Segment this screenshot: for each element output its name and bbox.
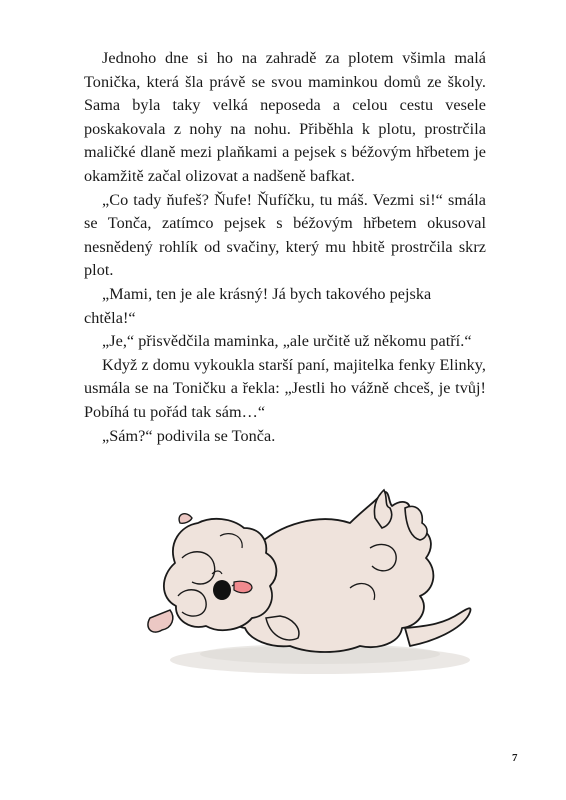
paragraph: „Co tady ňufeš? Ňufe! Ňufíčku, tu máš. Vezmi si!“ smála se Tonča, zatímco pejsek s béžovým hřbetem okusoval nesnědený rohlík od svačiny, který mu hbitě prostrčila skrz plot. [84, 190, 486, 280]
paragraph: „Mami, ten je ale krásný! Já bych takového pejska chtěla!“ [84, 284, 432, 327]
paragraph: Jednoho dne si ho na zahradě za plotem všimla malá Tonička, která šla právě se svou maminkou domů ze školy. Sama byla taky velká neposeda a celou cestu vesele poskakovala z nohy na nohu. Přiběhla k plotu, prostrčila maličké dlaně mezi plaňkami a pejsek s béžovým hřbetem je okamžitě začal olizovat a nadšeně bafkat. [84, 49, 486, 185]
puppy-nose [213, 580, 231, 600]
puppy-illustration [120, 478, 500, 678]
puppy-ear [148, 610, 173, 632]
paragraph: „Sám?“ podivila se Tonča. [102, 426, 276, 445]
paragraph: „Je,“ přisvědčila maminka, „ale určitě už někomu patří.“ [102, 332, 472, 351]
paragraph: Když z domu vykoukla starší paní, majitelka fenky Elinky, usmála se na Toničku a řekla: „Jestli ho vážně chceš, je tvůj! Pobíhá tu pořád tak sám…“ [84, 355, 486, 421]
story-text [84, 47, 486, 448]
page-number: 7 [512, 752, 518, 764]
puppy-tongue [234, 581, 252, 593]
